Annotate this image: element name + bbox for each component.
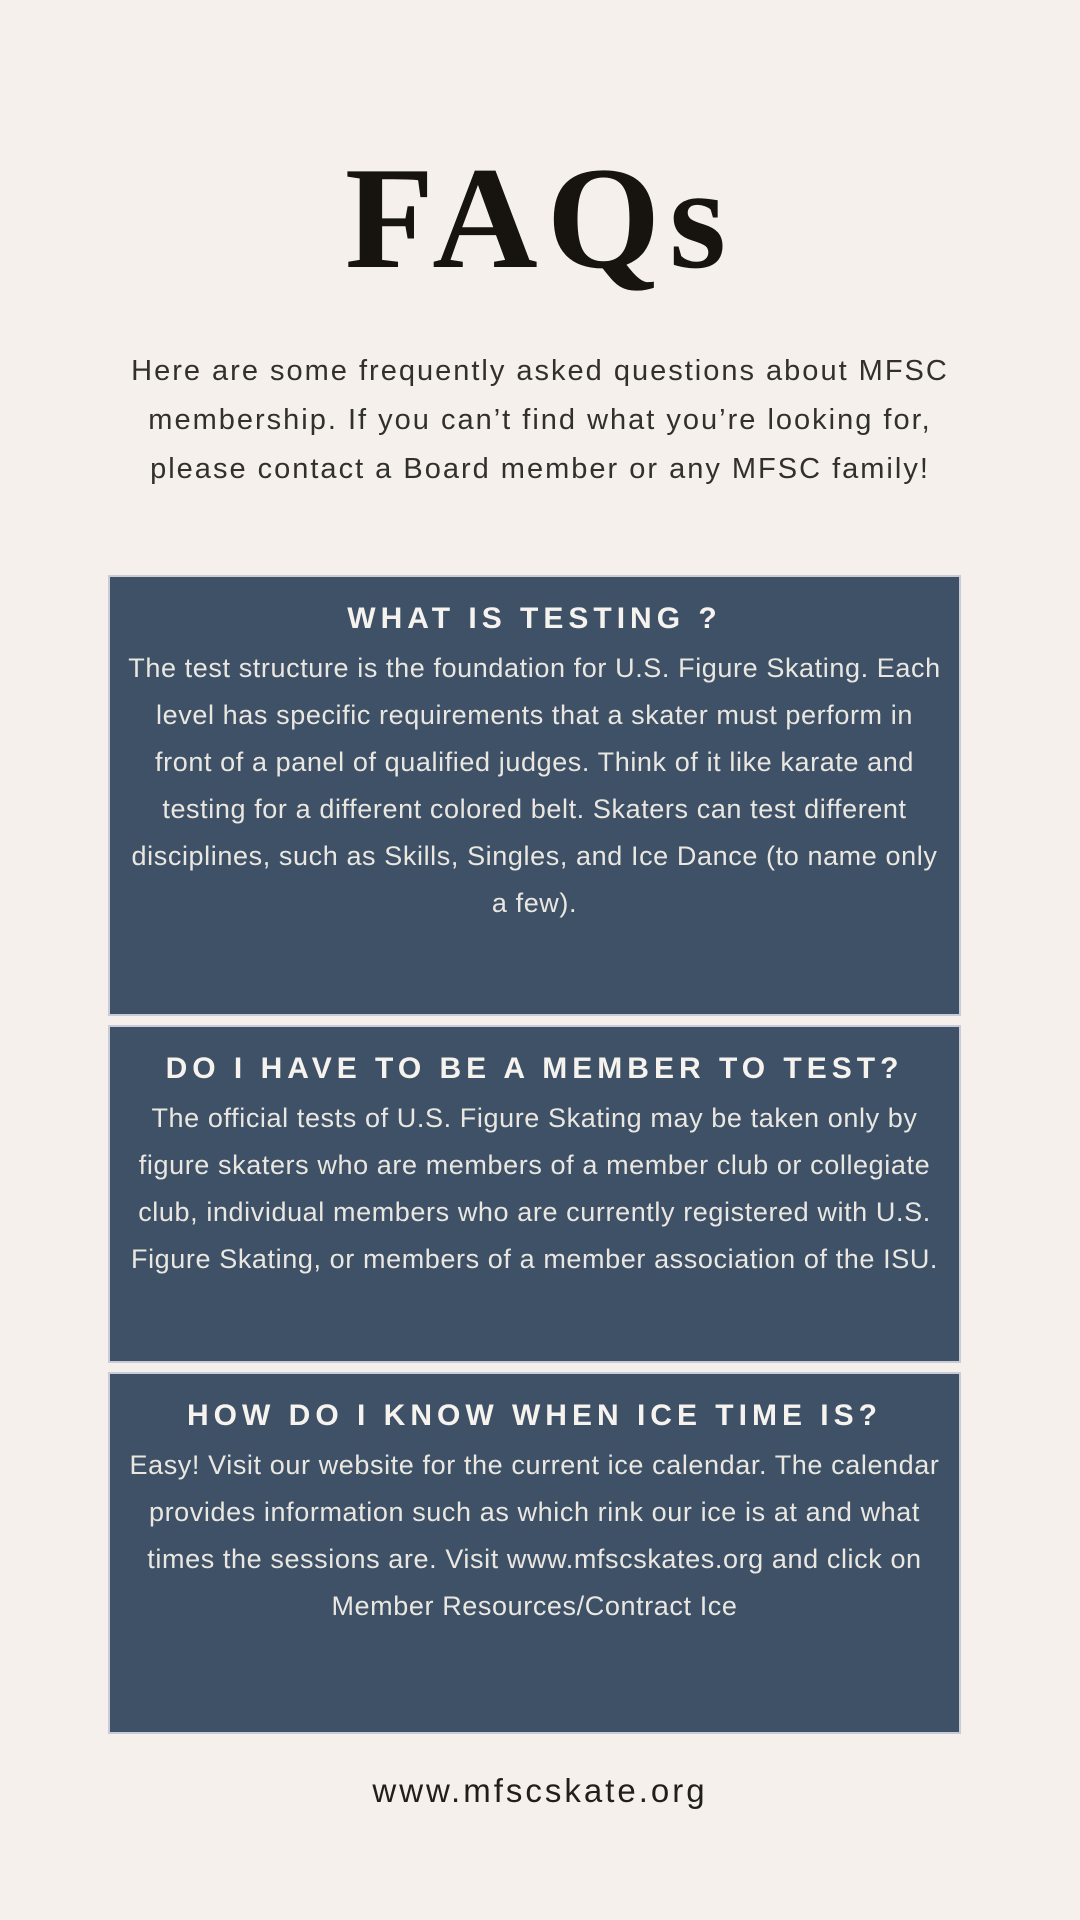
intro-text: Here are some frequently asked questions about MFSC membership. If you can’t find what you’re looking for, please contact a Board member or any MFSC family! <box>131 355 949 485</box>
faq-card-ice-time <box>108 1372 961 1734</box>
faq-answer: Easy! Visit our website for the current ice calendar. The calendar provides information such as which rink our ice is at and what times the sessions are. Visit www.mfscskates.org and click on Member Resources/Contract Ice <box>129 1450 940 1621</box>
faq-answer: The official tests of U.S. Figure Skating may be taken only by figure skaters who are members of a member club or collegiate club, individual members who are currently registered with U.S. Figure Skating, or members of a member association of the ISU. <box>130 1103 939 1274</box>
page-title: FAQs <box>344 137 736 299</box>
footer-website-url: www.mfscskate.org <box>372 1772 708 1809</box>
faq-card-testing <box>108 575 961 1016</box>
faq-question: WHAT IS TESTING ? <box>347 602 722 635</box>
faq-question: DO I HAVE TO BE A MEMBER TO TEST? <box>165 1052 904 1085</box>
faq-question: HOW DO I KNOW WHEN ICE TIME IS? <box>187 1399 882 1432</box>
faq-answer: The test structure is the foundation for U.S. Figure Skating. Each level has specific requirements that a skater must perform in front of a panel of qualified judges. Think of it like karate and testing for a different colored belt. Skaters can test different disciplines, such as Skills, Singles, and Ice Dance (to name only a few). <box>128 653 941 918</box>
faq-card-membership <box>108 1025 961 1363</box>
